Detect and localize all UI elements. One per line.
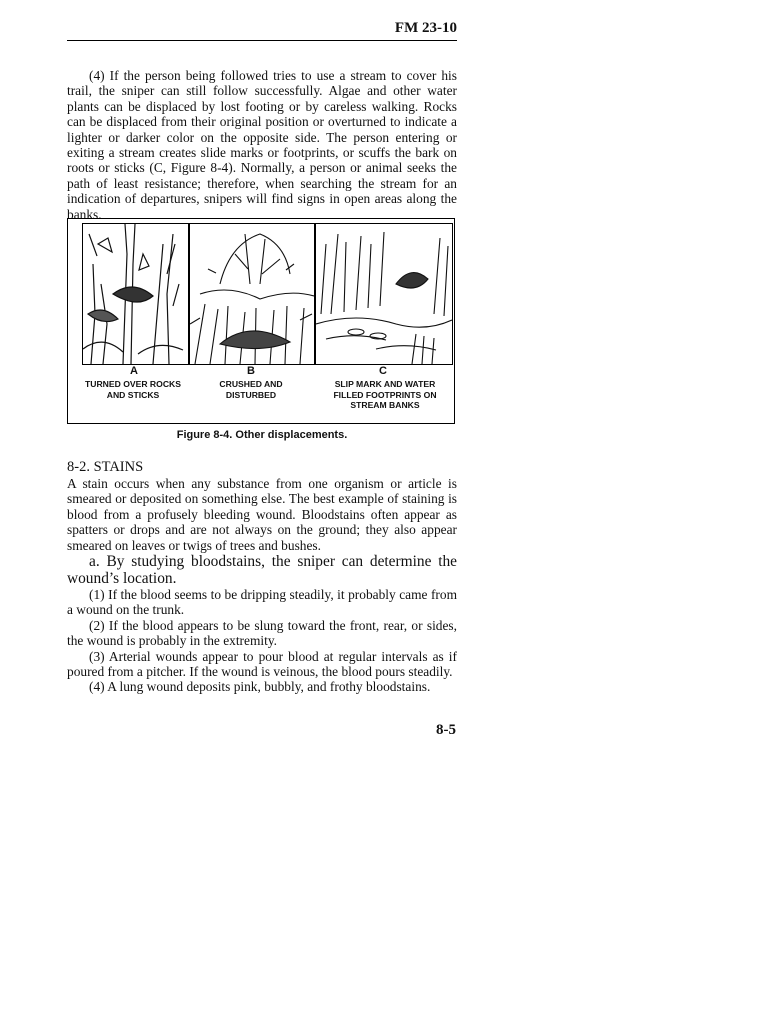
panel-c-caption: SLIP MARK AND WATER FILLED FOOTPRINTS ON STREAM BANKS [333, 379, 437, 410]
section-intro: A stain occurs when any substance from one organism or article is smeared or deposited on something else. The best example of staining is blood from a profusely bleeding wound. Bloodstains often appear as spatters or drops and are not always on the ground; they also appear smeared on leaves or twigs of trees and bushes. [67, 476, 457, 553]
list-item: (3) Arterial wounds appear to pour blood at regular intervals as if poured from a pitcher. If the wound is veinous, the blood pours steadily. [67, 648, 457, 680]
page-number: 8-5 [436, 722, 456, 738]
paragraph-stream-tracking [67, 68, 457, 222]
panel-c-letter: C [379, 365, 387, 377]
figure-title: Figure 8-4. Other displacements. [176, 429, 348, 441]
list-item: (1) If the blood seems to be dripping steadily, it probably came from a wound on the trunk. [67, 587, 457, 618]
turned-over-rocks-drawing [83, 224, 188, 364]
panel-a-letter: A [130, 365, 138, 377]
section-body [67, 476, 457, 695]
list-item: (2) If the blood appears to be slung toward the front, rear, or sides, the wound is probably in the extremity. [67, 617, 457, 649]
figure-panel-c-illustration [315, 223, 453, 365]
panel-b-caption: CRUSHED AND DISTURBED [219, 379, 283, 400]
header-rule [67, 40, 457, 41]
stream-bank-footprints-drawing [316, 224, 452, 364]
crushed-vegetation-drawing [190, 224, 314, 364]
paragraph-a: a. By studying bloodstains, the sniper can determine the wound’s location. [67, 553, 457, 588]
panel-b-letter: B [247, 365, 255, 377]
list-item: (4) A lung wound deposits pink, bubbly, and frothy bloodstains. [89, 679, 431, 695]
panel-a-caption: TURNED OVER ROCKS AND STICKS [85, 379, 181, 400]
figure-8-4 [67, 218, 455, 424]
document-code: FM 23-10 [394, 20, 457, 36]
paragraph-text: (4) If the person being followed tries to use a stream to cover his trail, the sniper can still follow successfully. Algae and other water plants can be displaced by lost footing or by careless walking. Rocks can be displaced from their original position or overturned to indicate a lighter or darker color on the opposite side. The person entering or exiting a stream creates slide marks or footprints, or scuffs the bark on roots or sticks (C, Figure 8-4). Normally, a person or animal seeks the path of least resistance; therefore, when searching the stream for an indication of departures, snipers will find signs in open areas along the banks. [67, 68, 457, 222]
section-heading: 8-2. STAINS [67, 459, 144, 475]
figure-panel-a-illustration [82, 223, 189, 365]
figure-panel-b-illustration [189, 223, 315, 365]
